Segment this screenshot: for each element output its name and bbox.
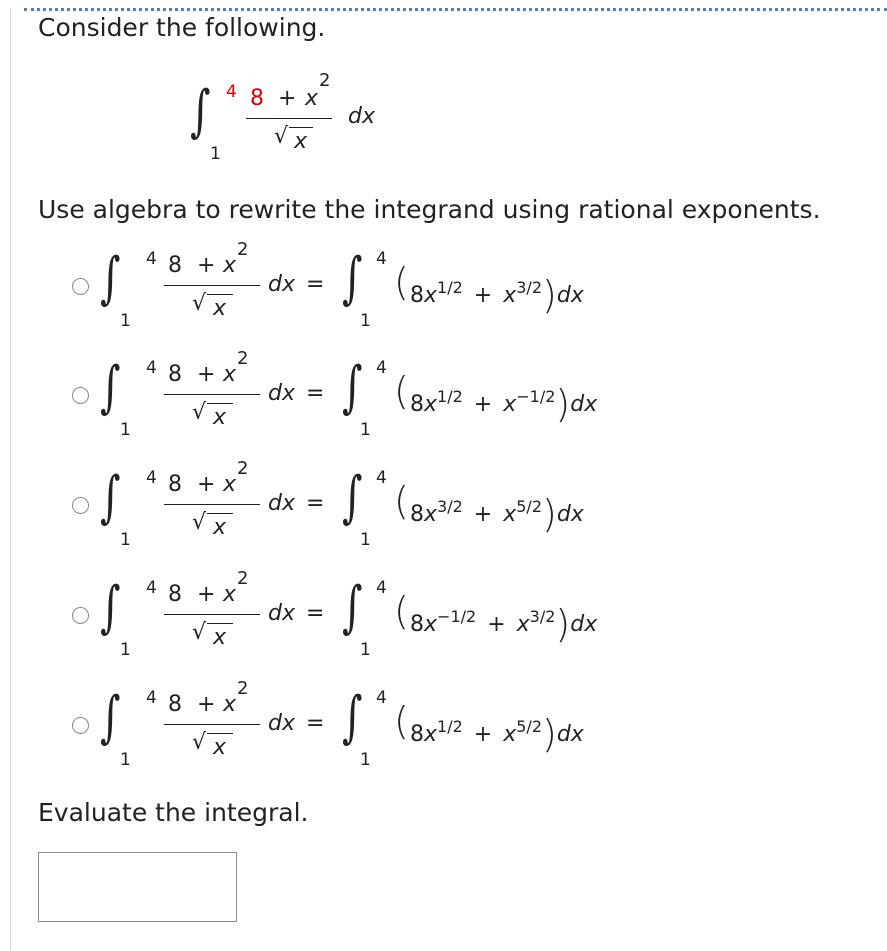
lhs-fraction-bar: [164, 504, 260, 505]
rhs-var1: x: [424, 283, 438, 308]
lhs-upper-limit: 4: [146, 358, 157, 378]
top-dotted-border: [24, 8, 887, 11]
rhs-integral-sign: ∫: [342, 465, 363, 530]
rhs-plus: +: [473, 722, 493, 747]
lhs-numerator-plus: +: [197, 362, 216, 387]
rhs-lower-limit: 1: [360, 420, 371, 440]
evaluate-prompt: Evaluate the integral.: [38, 798, 309, 827]
lhs-fraction-bar: [164, 614, 260, 615]
option-radio-1[interactable]: [72, 278, 89, 295]
left-paren: (: [394, 589, 409, 633]
option-radio-5[interactable]: [72, 717, 89, 734]
option-radio-4[interactable]: [72, 607, 89, 624]
rhs-plus: +: [487, 612, 506, 637]
numerator-plus: +: [278, 86, 297, 111]
sqrt-icon: √: [274, 124, 289, 149]
lhs-upper-limit: 4: [146, 249, 157, 269]
lhs-upper-limit: 4: [146, 578, 157, 598]
lhs-numerator-const: 8: [168, 582, 182, 607]
left-paren: (: [394, 260, 409, 304]
option-3: [100, 458, 660, 552]
lhs-denominator-var: x: [213, 625, 227, 650]
rhs-lower-limit: 1: [360, 750, 371, 770]
right-paren: ): [542, 273, 557, 317]
sqrt-icon: √: [192, 400, 207, 425]
lhs-numerator-plus: +: [197, 472, 216, 497]
lhs-numerator-exp: 2: [237, 348, 249, 369]
rhs-var1: x: [424, 392, 438, 417]
rhs-exp1: 1/2: [437, 278, 463, 298]
lhs-integral-sign: ∫: [100, 246, 121, 311]
fraction-bar: [246, 118, 332, 119]
sqrt-icon: √: [192, 291, 207, 316]
sqrt-overline: [207, 623, 233, 624]
rhs-exp2: −1/2: [516, 387, 556, 407]
lhs-lower-limit: 1: [120, 420, 131, 440]
lhs-upper-limit: 4: [146, 468, 157, 488]
lhs-dx: dx: [268, 381, 295, 406]
rhs-exp2: 5/2: [516, 497, 542, 517]
lhs-integral-sign: ∫: [100, 465, 121, 530]
rhs-exp1: 3/2: [437, 497, 463, 517]
lhs-numerator-plus: +: [197, 692, 216, 717]
rhs-lower-limit: 1: [360, 530, 371, 550]
rhs-lower-limit: 1: [360, 640, 371, 660]
rhs-integral-sign: ∫: [342, 685, 363, 750]
equals-sign: =: [306, 491, 325, 516]
upper-limit: 4: [226, 82, 237, 102]
sqrt-icon: √: [192, 730, 207, 755]
lhs-integral-sign: ∫: [100, 355, 121, 420]
lhs-lower-limit: 1: [120, 530, 131, 550]
rhs-upper-limit: 4: [376, 249, 387, 269]
rhs-plus: +: [473, 502, 493, 527]
left-paren: (: [394, 479, 409, 523]
numerator-exp: 2: [319, 70, 331, 91]
numerator-var: x: [305, 86, 319, 111]
lhs-numerator-exp: 2: [237, 239, 249, 260]
rhs-plus: +: [473, 392, 493, 417]
rhs-dx: dx: [556, 502, 584, 527]
lhs-numerator-plus: +: [197, 582, 216, 607]
equals-sign: =: [306, 711, 325, 736]
rhs-var2: x: [503, 502, 517, 527]
denominator-var: x: [294, 129, 308, 154]
rhs-var1: x: [424, 612, 438, 637]
rhs-dx: dx: [570, 392, 598, 417]
rhs-exp1: 1/2: [437, 717, 463, 737]
rhs-expression: [410, 492, 584, 536]
lhs-dx: dx: [268, 711, 295, 736]
rhs-expression: [410, 273, 584, 317]
right-paren: ): [555, 382, 571, 426]
left-paren: (: [394, 699, 409, 743]
rhs-exp1: −1/2: [437, 607, 477, 627]
sqrt-icon: √: [192, 510, 207, 535]
lhs-lower-limit: 1: [120, 311, 131, 331]
option-1: [100, 239, 660, 333]
rhs-coef: 8: [410, 502, 424, 527]
rhs-dx: dx: [556, 722, 584, 747]
option-radio-2[interactable]: [72, 387, 89, 404]
rhs-upper-limit: 4: [376, 468, 387, 488]
rhs-var2: x: [503, 392, 517, 417]
instruction-text: Use algebra to rewrite the integrand using rational exponents.: [38, 195, 821, 224]
rhs-integral-sign: ∫: [342, 575, 363, 640]
lhs-dx: dx: [268, 272, 295, 297]
rhs-upper-limit: 4: [376, 358, 387, 378]
lower-limit: 1: [210, 144, 221, 164]
right-paren: ): [542, 712, 557, 756]
sqrt-overline: [207, 513, 233, 514]
sqrt-overline: [207, 733, 233, 734]
lhs-numerator-var: x: [223, 472, 237, 497]
lhs-numerator-exp: 2: [237, 568, 249, 589]
lhs-numerator-var: x: [223, 582, 237, 607]
rhs-exp1: 1/2: [437, 387, 463, 407]
rhs-var1: x: [424, 502, 438, 527]
rhs-exp2: 3/2: [529, 607, 556, 627]
rhs-upper-limit: 4: [376, 688, 387, 708]
intro-text: Consider the following.: [38, 13, 326, 42]
option-5: [100, 678, 660, 772]
lhs-denominator-var: x: [213, 515, 227, 540]
lhs-numerator-const: 8: [168, 362, 182, 387]
rhs-coef: 8: [410, 392, 424, 417]
rhs-exp2: 5/2: [516, 717, 542, 737]
lhs-dx: dx: [268, 601, 295, 626]
option-4: [100, 568, 660, 662]
lhs-fraction-bar: [164, 724, 260, 725]
lhs-numerator-exp: 2: [237, 458, 249, 479]
rhs-expression: [410, 382, 598, 426]
integral-sign: ∫: [190, 79, 211, 144]
rhs-coef: 8: [410, 612, 424, 637]
rhs-coef: 8: [410, 283, 424, 308]
equals-sign: =: [306, 381, 325, 406]
lhs-integral-sign: ∫: [100, 575, 121, 640]
option-radio-3[interactable]: [72, 497, 89, 514]
rhs-dx: dx: [556, 283, 584, 308]
answer-input[interactable]: [38, 852, 237, 922]
lhs-denominator-var: x: [213, 405, 227, 430]
rhs-expression: [410, 712, 584, 756]
lhs-integral-sign: ∫: [100, 685, 121, 750]
lhs-fraction-bar: [164, 285, 260, 286]
right-paren: ): [542, 492, 557, 536]
rhs-upper-limit: 4: [376, 578, 387, 598]
lhs-numerator-exp: 2: [237, 678, 249, 699]
equals-sign: =: [306, 272, 325, 297]
left-paren: (: [394, 369, 409, 413]
lhs-denominator-var: x: [213, 735, 227, 760]
numerator-const: 8: [250, 86, 264, 111]
rhs-var2: x: [503, 283, 517, 308]
lhs-fraction-bar: [164, 394, 260, 395]
rhs-integral-sign: ∫: [342, 355, 363, 420]
rhs-lower-limit: 1: [360, 311, 371, 331]
right-paren: ): [555, 602, 571, 646]
rhs-var1: x: [424, 722, 438, 747]
sqrt-icon: √: [192, 620, 207, 645]
rhs-integral-sign: ∫: [342, 246, 363, 311]
lhs-numerator-plus: +: [197, 253, 216, 278]
lhs-dx: dx: [268, 491, 295, 516]
lhs-upper-limit: 4: [146, 688, 157, 708]
lhs-denominator-var: x: [213, 296, 227, 321]
lhs-lower-limit: 1: [120, 750, 131, 770]
rhs-coef: 8: [410, 722, 424, 747]
rhs-plus: +: [473, 283, 493, 308]
option-2: [100, 348, 660, 442]
sqrt-overline: [207, 403, 233, 404]
rhs-exp2: 3/2: [516, 278, 542, 298]
dx-label: dx: [348, 104, 375, 129]
left-border: [10, 8, 11, 951]
rhs-var2: x: [516, 612, 530, 637]
given-integral: [190, 72, 420, 162]
equals-sign: =: [306, 601, 325, 626]
lhs-numerator-var: x: [223, 362, 237, 387]
lhs-numerator-var: x: [223, 253, 237, 278]
lhs-numerator-const: 8: [168, 472, 182, 497]
sqrt-overline: [207, 294, 233, 295]
lhs-numerator-const: 8: [168, 692, 182, 717]
rhs-dx: dx: [570, 612, 598, 637]
lhs-numerator-var: x: [223, 692, 237, 717]
lhs-lower-limit: 1: [120, 640, 131, 660]
lhs-numerator-const: 8: [168, 253, 182, 278]
rhs-var2: x: [503, 722, 517, 747]
sqrt-overline: [289, 127, 313, 128]
rhs-expression: [410, 602, 598, 646]
